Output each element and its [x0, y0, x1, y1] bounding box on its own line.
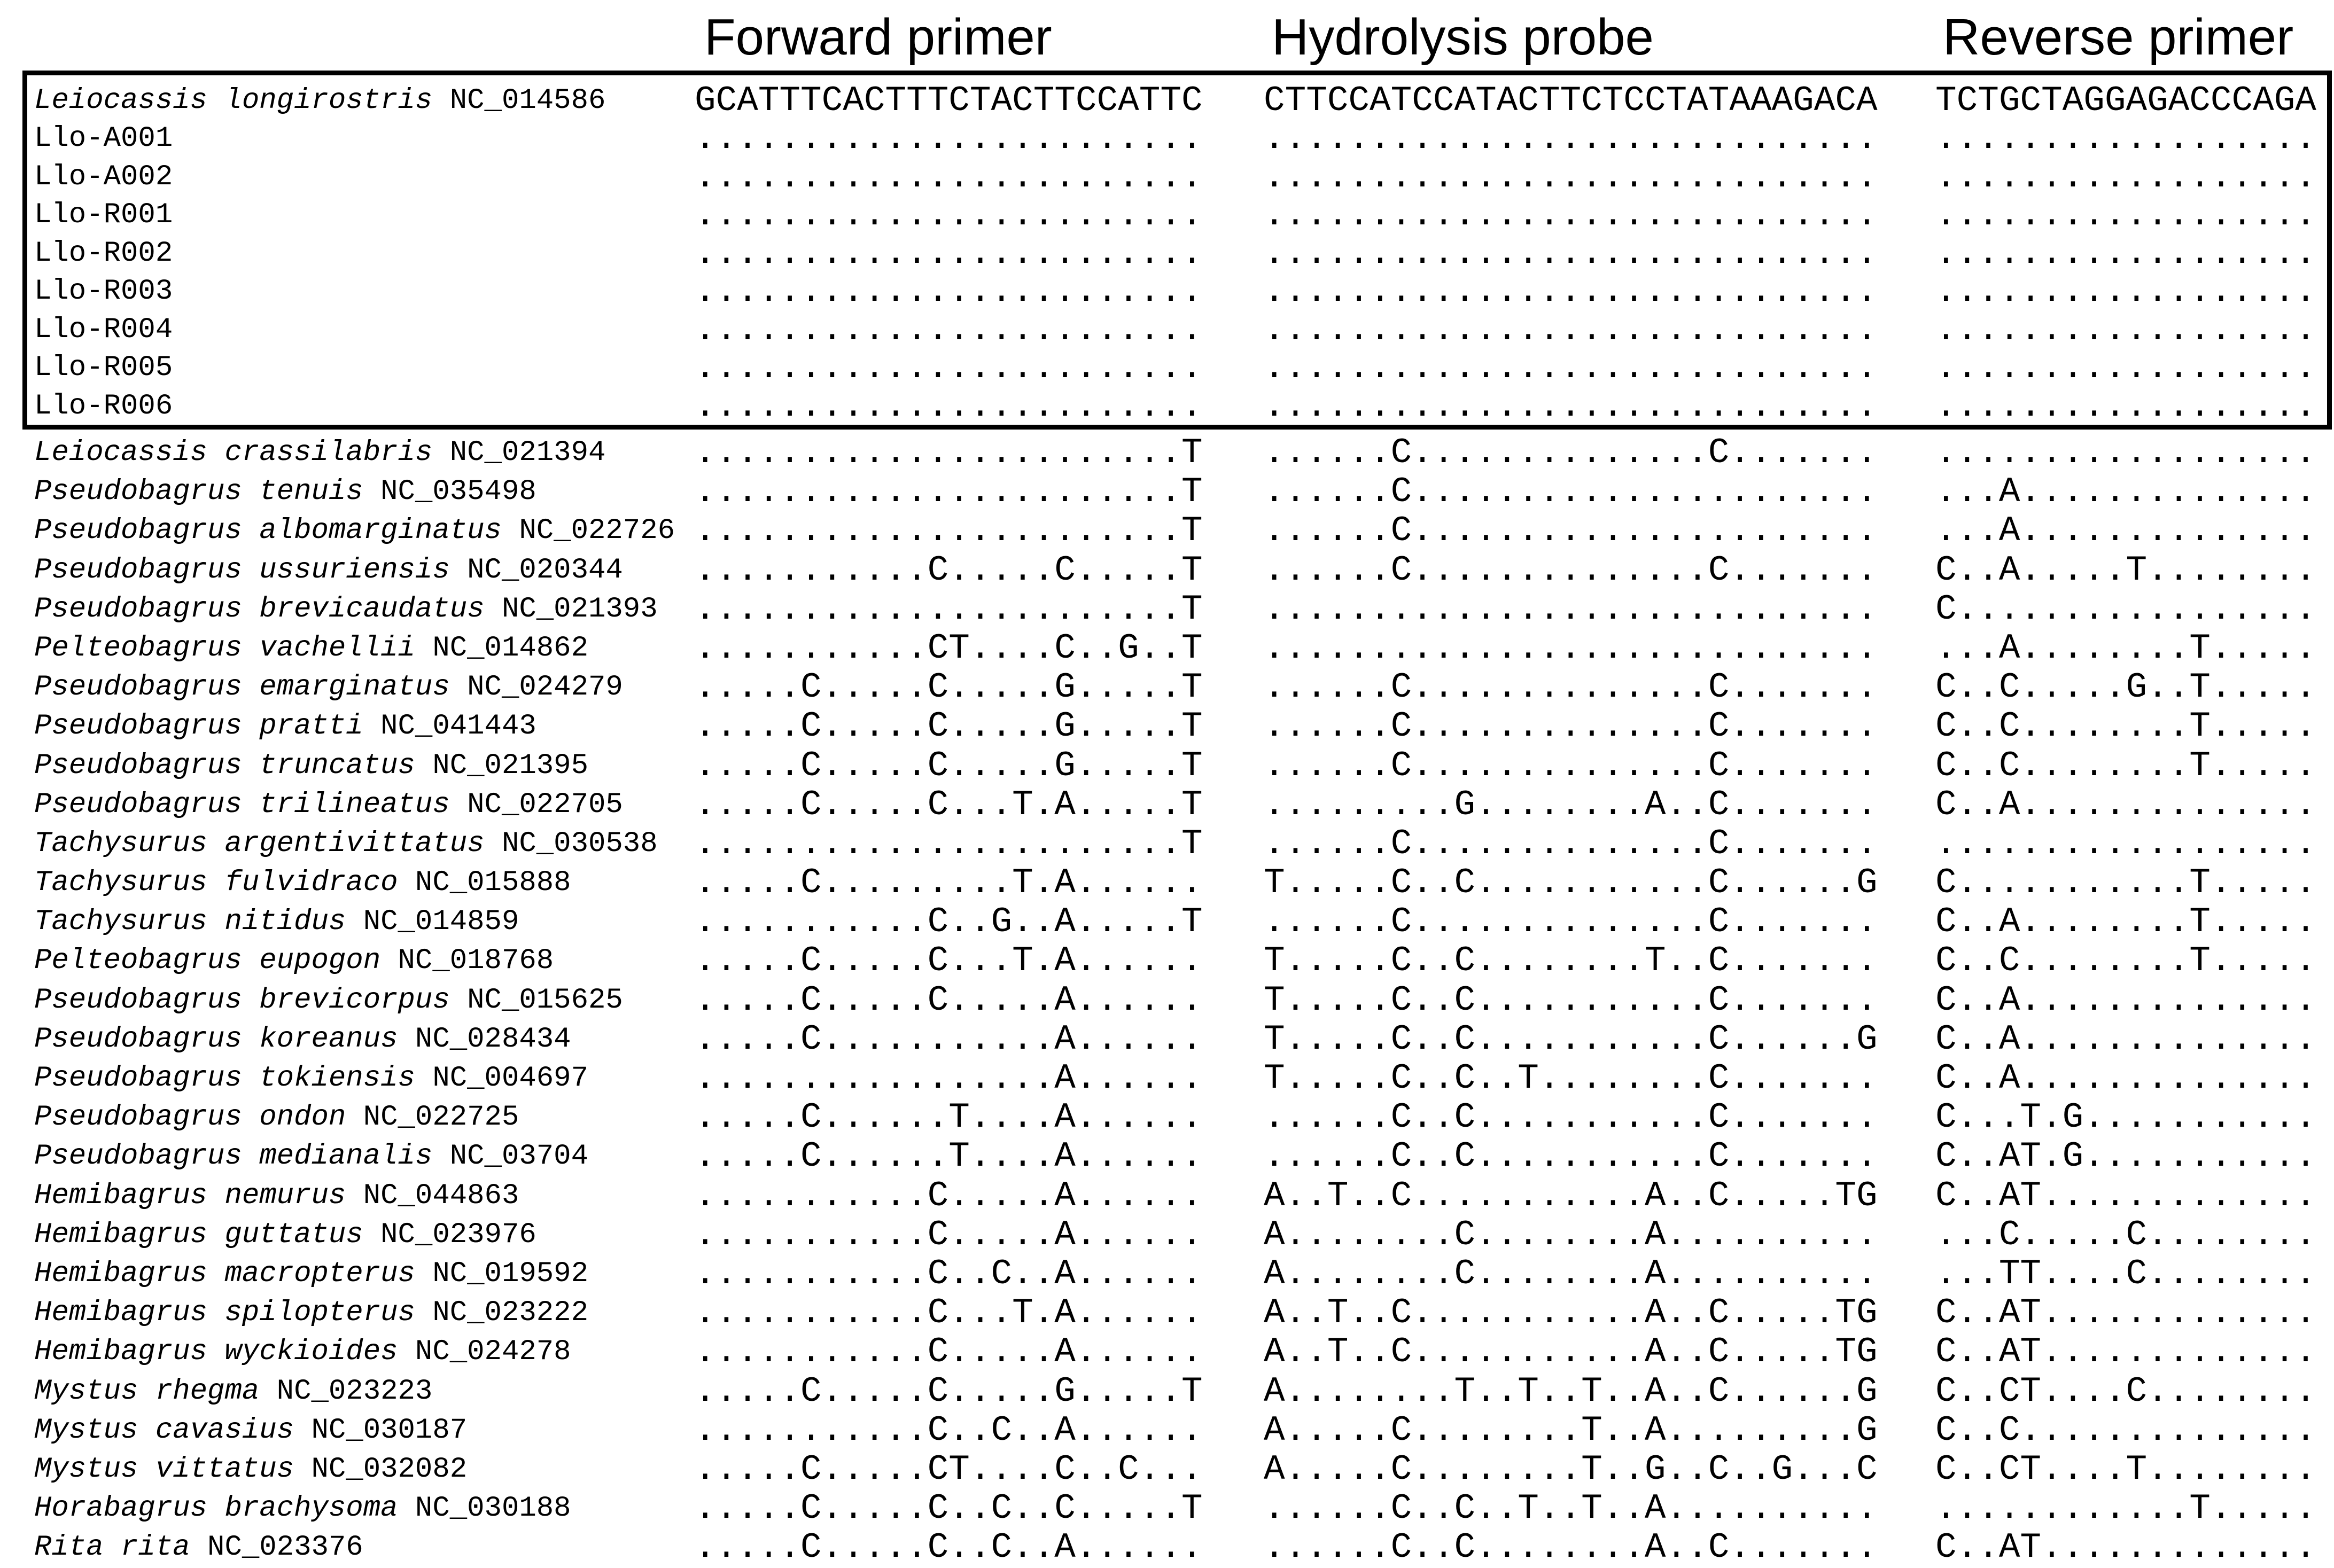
alignment-row [0, 472, 2334, 511]
probe-sequence: ......C..............C....... [1264, 902, 1878, 942]
species-italic-name: Horabagrus brachysoma [34, 1492, 398, 1525]
species-italic-name: Pseudobagrus brevicaudatus [34, 592, 485, 626]
probe-sequence: ......C..............C....... [1264, 745, 1878, 786]
probe-sequence: T.....C..C...........C......G [1264, 1019, 1878, 1059]
accession-number: NC_014862 [415, 631, 588, 665]
species-name [34, 1528, 363, 1567]
probe-sequence: A..T..C...........A..C.....TG [1264, 1293, 1878, 1333]
probe-sequence: ......C..............C....... [1264, 433, 1878, 473]
forward-sequence: .....C......T....A...... [695, 1136, 1203, 1177]
forward-sequence: .......................T [695, 511, 1203, 551]
accession-number: NC_024279 [449, 671, 623, 704]
species-name [34, 472, 536, 511]
species-italic-name: Hemibagrus spilopterus [34, 1297, 415, 1330]
species-name [34, 1411, 467, 1450]
species-name [34, 629, 588, 668]
species-name [34, 349, 173, 387]
forward-sequence: .....C......T....A...... [695, 1097, 1203, 1138]
probe-sequence: ............................. [1264, 157, 1878, 197]
species-rows-group [0, 433, 2334, 1567]
species-italic-name: Tachysurus argentivittatus [34, 827, 485, 860]
species-name [34, 1176, 519, 1215]
species-italic-name: Tachysurus fulvidraco [34, 867, 398, 900]
forward-sequence: ...........C.....A...... [695, 1175, 1203, 1216]
forward-sequence: ........................ [695, 386, 1203, 426]
reverse-sequence: C...T.G........... [1935, 1097, 2316, 1138]
species-italic-name: Pseudobagrus koreanus [34, 1023, 398, 1056]
probe-sequence: ......C..C........A..C....... [1264, 1527, 1878, 1568]
alignment-row [0, 551, 2334, 590]
accession-number: NC_030188 [398, 1492, 571, 1525]
probe-sequence: A........C........A.......... [1264, 1214, 1878, 1255]
reverse-sequence: C..AT............. [1935, 1332, 2316, 1372]
species-name [34, 1059, 588, 1098]
forward-sequence: .....C.....CT....C..C... [695, 1449, 1203, 1489]
accession-number: NC_023222 [415, 1297, 588, 1330]
species-name [34, 551, 623, 590]
species-italic-name: Mystus rhegma [34, 1375, 260, 1408]
probe-sequence: T.....C..C..T........C....... [1264, 1058, 1878, 1098]
reverse-sequence: C..AT............. [1935, 1175, 2316, 1216]
reverse-sequence: C..AT............. [1935, 1527, 2316, 1568]
reverse-primer-header: Reverse primer [1943, 9, 2294, 66]
species-italic-name: Hemibagrus nemurus [34, 1179, 346, 1212]
species-name [34, 1098, 519, 1137]
forward-sequence: .....C...........A...... [695, 1019, 1203, 1059]
forward-sequence: .....C.....C...T.A...... [695, 941, 1203, 981]
species-name [34, 863, 571, 902]
reverse-sequence: C..AT.G........... [1935, 1136, 2316, 1177]
probe-sequence: ......C..C...........C....... [1264, 1136, 1878, 1177]
species-name [34, 272, 173, 311]
accession-number: NC_019592 [415, 1257, 588, 1290]
forward-sequence: ........................ [695, 309, 1203, 350]
reverse-sequence: ...A.............. [1935, 511, 2316, 551]
probe-sequence: ......C..............C....... [1264, 823, 1878, 864]
probe-sequence: ............................. [1264, 309, 1878, 350]
alignment-row [0, 590, 2334, 629]
accession-number: NC_030187 [294, 1414, 468, 1447]
probe-sequence: A..T..C...........A..C.....TG [1264, 1175, 1878, 1216]
reverse-sequence: .................. [1935, 433, 2316, 473]
species-name [34, 590, 658, 629]
alignment-row [0, 863, 2334, 902]
forward-sequence: .....C.....C.....A...... [695, 980, 1203, 1020]
accession-number: NC_023376 [190, 1531, 363, 1564]
species-italic-name: Pseudobagrus tenuis [34, 475, 363, 509]
forward-sequence: ........................ [695, 348, 1203, 388]
probe-sequence: T.....C..C...........C....... [1264, 980, 1878, 1020]
accession-number: NC_032082 [294, 1453, 468, 1486]
species-name [34, 1020, 571, 1059]
accession-number: NC_03704 [432, 1140, 588, 1173]
species-name [34, 746, 588, 785]
species-italic-name: Llo-R004 [34, 313, 173, 346]
alignment-row [0, 981, 2334, 1020]
probe-sequence: A..T..C...........A..C.....TG [1264, 1332, 1878, 1372]
alignment-row [0, 629, 2334, 668]
forward-sequence: ...........C..G..A.....T [695, 902, 1203, 942]
probe-sequence: ......C..C..T..T..A.......... [1264, 1488, 1878, 1529]
probe-sequence: ............................. [1264, 628, 1878, 668]
species-name [34, 1372, 432, 1411]
alignment-row [0, 1293, 2334, 1332]
forward-reference-sequence: GCATTTCACTTTCTACTTCCATTC [695, 81, 1203, 121]
alignment-row [0, 746, 2334, 785]
alignment-row [0, 707, 2334, 746]
forward-primer-header: Forward primer [704, 9, 1052, 66]
probe-sequence: A........T..T..T..A..C......G [1264, 1371, 1878, 1411]
species-name [34, 1215, 536, 1254]
probe-reference-sequence: CTTCCATCCATACTTCTCCTATAAAGACA [1264, 81, 1878, 121]
alignment-row [0, 1176, 2334, 1215]
reverse-sequence: C..C.............. [1935, 1410, 2316, 1450]
forward-sequence: ...........CT....C..G..T [695, 628, 1203, 668]
reverse-sequence: ...A........T..... [1935, 628, 2316, 668]
forward-sequence: ........................ [695, 233, 1203, 274]
accession-number: NC_021393 [484, 592, 658, 626]
forward-sequence: ...........C..C..A...... [695, 1253, 1203, 1294]
hydrolysis-probe-header: Hydrolysis probe [1272, 9, 1654, 66]
species-italic-name: Mystus cavasius [34, 1414, 294, 1447]
species-italic-name: Pseudobagrus ondon [34, 1101, 346, 1134]
forward-sequence: ...........C.....A...... [695, 1332, 1203, 1372]
alignment-row [0, 1059, 2334, 1098]
accession-number: NC_014586 [449, 84, 606, 117]
probe-sequence: ......C..............C....... [1264, 667, 1878, 708]
accession-number: NC_022705 [449, 788, 623, 821]
alignment-row [0, 1020, 2334, 1059]
species-italic-name: Pseudobagrus ussuriensis [34, 553, 450, 587]
reverse-sequence: .................. [1935, 157, 2316, 197]
probe-sequence: ............................. [1264, 386, 1878, 426]
species-italic-name: Llo-R006 [34, 389, 173, 423]
reverse-sequence: ...C.....C........ [1935, 1214, 2316, 1255]
species-name [34, 707, 536, 746]
accession-number: NC_030538 [484, 827, 658, 860]
species-name [34, 1332, 571, 1371]
probe-sequence: A.....C........T..G..C..G...C [1264, 1449, 1878, 1489]
species-name [34, 824, 658, 863]
species-name [34, 902, 519, 941]
species-italic-name: Llo-A002 [34, 160, 173, 193]
reverse-sequence: .................. [1935, 823, 2316, 864]
species-name [34, 311, 173, 349]
forward-sequence: ...........C...T.A...... [695, 1293, 1203, 1333]
species-name [34, 387, 173, 426]
alignment-row [0, 1137, 2334, 1176]
species-name [34, 158, 173, 197]
reference-row [0, 81, 2334, 121]
alignment-row [0, 272, 2334, 311]
alignment-row [0, 1450, 2334, 1489]
alignment-row [0, 824, 2334, 863]
species-name [34, 941, 554, 980]
reverse-sequence: C..A........T..... [1935, 902, 2316, 942]
forward-sequence: .....C.....C..C..A...... [695, 1527, 1203, 1568]
forward-sequence: .....C.....C.....G.....T [695, 1371, 1203, 1411]
alignment-row [0, 785, 2334, 824]
reverse-sequence: C..C........T..... [1935, 941, 2316, 981]
species-italic-name: Llo-A001 [34, 122, 173, 155]
forward-sequence: .....C.....C...T.A.....T [695, 784, 1203, 825]
species-name [34, 1489, 571, 1528]
alignment-row [0, 511, 2334, 550]
alignment-row [0, 1098, 2334, 1137]
reverse-sequence: ............T..... [1935, 1488, 2316, 1529]
alignment-row [0, 1254, 2334, 1293]
accession-number: NC_044863 [346, 1179, 519, 1212]
accession-number: NC_018768 [380, 945, 554, 978]
forward-sequence: .....C.........T.A...... [695, 863, 1203, 903]
reverse-sequence: C..CT....T........ [1935, 1449, 2316, 1489]
probe-sequence: ......C...................... [1264, 472, 1878, 512]
reverse-sequence: ...TT....C........ [1935, 1253, 2316, 1294]
accession-number: NC_022726 [501, 514, 675, 548]
reverse-sequence: .................. [1935, 271, 2316, 311]
species-name [34, 668, 623, 707]
species-italic-name: Hemibagrus wyckioides [34, 1336, 398, 1369]
species-italic-name: Pseudobagrus brevicorpus [34, 984, 450, 1017]
species-italic-name: Pseudobagrus medianalis [34, 1140, 433, 1173]
species-italic-name: Pseudobagrus albomarginatus [34, 514, 502, 548]
alignment-row [0, 433, 2334, 472]
species-italic-name: Leiocassis longirostris [34, 84, 433, 117]
species-name [34, 1450, 467, 1489]
alignment-row [0, 387, 2334, 426]
accession-number: NC_015888 [398, 867, 571, 900]
alignment-row [0, 1332, 2334, 1371]
species-name [34, 196, 173, 235]
probe-sequence: ............................. [1264, 195, 1878, 235]
reverse-sequence: .................. [1935, 119, 2316, 159]
probe-sequence: ............................. [1264, 348, 1878, 388]
species-italic-name: Pseudobagrus truncatus [34, 749, 415, 782]
species-name [34, 511, 675, 550]
alignment-row [0, 158, 2334, 197]
forward-sequence: ........................ [695, 157, 1203, 197]
species-name [34, 120, 173, 158]
reverse-sequence: C..A.............. [1935, 1058, 2316, 1098]
species-italic-name: Pseudobagrus pratti [34, 710, 363, 743]
accession-number: NC_004697 [415, 1062, 588, 1095]
species-italic-name: Llo-R001 [34, 199, 173, 231]
alignment-row [0, 120, 2334, 158]
alignment-row [0, 1528, 2334, 1567]
alignment-row [0, 941, 2334, 980]
reverse-sequence: C..A.............. [1935, 1019, 2316, 1059]
sample-rows-group [0, 120, 2334, 425]
accession-number: NC_041443 [363, 710, 536, 743]
probe-sequence: T.....C..C........T..C....... [1264, 941, 1878, 981]
probe-sequence: ......C..............C....... [1264, 706, 1878, 747]
species-name [34, 235, 173, 273]
probe-sequence: ............................. [1264, 589, 1878, 629]
reverse-sequence: C..A.............. [1935, 980, 2316, 1020]
reverse-sequence: C..C........T..... [1935, 745, 2316, 786]
reverse-sequence: C..AT............. [1935, 1293, 2316, 1333]
reverse-sequence: C..CT....C........ [1935, 1371, 2316, 1411]
species-italic-name: Hemibagrus macropterus [34, 1257, 415, 1290]
probe-sequence: ............................. [1264, 271, 1878, 311]
alignment-row [0, 196, 2334, 235]
species-name [34, 433, 605, 472]
alignment-row [0, 349, 2334, 387]
alignment-row [0, 1411, 2334, 1450]
alignment-row [0, 1215, 2334, 1254]
reverse-sequence: .................. [1935, 309, 2316, 350]
probe-sequence: ............................. [1264, 233, 1878, 274]
alignment-row [0, 311, 2334, 349]
species-name [34, 1293, 588, 1332]
reverse-sequence: .................. [1935, 233, 2316, 274]
reverse-sequence: ...A.............. [1935, 472, 2316, 512]
forward-sequence: .....C.....C.....G.....T [695, 667, 1203, 708]
reverse-sequence: C..A.....T........ [1935, 550, 2316, 590]
forward-sequence: .......................T [695, 823, 1203, 864]
accession-number: NC_014859 [346, 906, 519, 939]
species-italic-name: Llo-R003 [34, 275, 173, 308]
reverse-reference-sequence: TCTGCTAGGAGACCCAGA [1935, 81, 2316, 121]
species-italic-name: Llo-R002 [34, 237, 173, 270]
probe-sequence: T.....C..C...........C......G [1264, 863, 1878, 903]
reference-species-name [34, 81, 605, 121]
accession-number: NC_015625 [449, 984, 623, 1017]
alignment-row [0, 668, 2334, 707]
forward-sequence: .....C.....C.....G.....T [695, 706, 1203, 747]
species-name [34, 785, 623, 824]
forward-sequence: ...........C.....C.....T [695, 550, 1203, 590]
forward-sequence: .....C.....C..C..C.....T [695, 1488, 1203, 1529]
probe-sequence: ............................. [1264, 119, 1878, 159]
probe-sequence: A........C........A.......... [1264, 1253, 1878, 1294]
species-name [34, 1254, 588, 1293]
alignment-row [0, 902, 2334, 941]
alignment-row [0, 235, 2334, 273]
forward-sequence: .......................T [695, 472, 1203, 512]
species-italic-name: Tachysurus nitidus [34, 906, 346, 939]
accession-number: NC_024278 [398, 1336, 571, 1369]
species-italic-name: Rita rita [34, 1531, 190, 1564]
species-name [34, 1137, 588, 1176]
species-italic-name: Llo-R005 [34, 352, 173, 384]
reverse-sequence: C..C........T..... [1935, 706, 2316, 747]
species-italic-name: Pseudobagrus emarginatus [34, 671, 450, 704]
probe-sequence: ......C..............C....... [1264, 550, 1878, 590]
reverse-sequence: .................. [1935, 195, 2316, 235]
accession-number: NC_028434 [398, 1023, 571, 1056]
accession-number: NC_023976 [363, 1218, 536, 1251]
accession-number: NC_035498 [363, 475, 536, 509]
alignment-row [0, 1372, 2334, 1411]
reverse-sequence: C...........T..... [1935, 863, 2316, 903]
forward-sequence: .......................T [695, 589, 1203, 629]
reverse-sequence: C..C.....G..T..... [1935, 667, 2316, 708]
forward-sequence: .....C.....C.....G.....T [695, 745, 1203, 786]
accession-number: NC_022725 [346, 1101, 519, 1134]
accession-number: NC_021395 [415, 749, 588, 782]
species-italic-name: Pelteobagrus vachellii [34, 631, 415, 665]
species-italic-name: Pseudobagrus trilineatus [34, 788, 450, 821]
species-italic-name: Hemibagrus guttatus [34, 1218, 363, 1251]
probe-sequence: ......C...................... [1264, 511, 1878, 551]
reverse-sequence: C................. [1935, 589, 2316, 629]
species-italic-name: Pelteobagrus eupogon [34, 945, 381, 978]
probe-sequence: ......C..C...........C....... [1264, 1097, 1878, 1138]
forward-sequence: ........................ [695, 195, 1203, 235]
accession-number: NC_020344 [449, 553, 623, 587]
species-name [34, 981, 623, 1020]
reverse-sequence: .................. [1935, 348, 2316, 388]
reverse-sequence: C..A.............. [1935, 784, 2316, 825]
accession-number: NC_023223 [259, 1375, 433, 1408]
forward-sequence: ...........C..C..A...... [695, 1410, 1203, 1450]
reverse-sequence: .................. [1935, 386, 2316, 426]
alignment-row [0, 1489, 2334, 1528]
forward-sequence: .................A...... [695, 1058, 1203, 1098]
probe-sequence: .........G........A..C....... [1264, 784, 1878, 825]
forward-sequence: ...........C.....A...... [695, 1214, 1203, 1255]
species-italic-name: Leiocassis crassilabris [34, 436, 433, 469]
forward-sequence: ........................ [695, 119, 1203, 159]
accession-number: NC_021394 [432, 436, 606, 469]
forward-sequence: ........................ [695, 271, 1203, 311]
species-italic-name: Pseudobagrus tokiensis [34, 1062, 415, 1095]
forward-sequence: .......................T [695, 433, 1203, 473]
probe-sequence: A.....C........T..A.........G [1264, 1410, 1878, 1450]
species-italic-name: Mystus vittatus [34, 1453, 294, 1486]
